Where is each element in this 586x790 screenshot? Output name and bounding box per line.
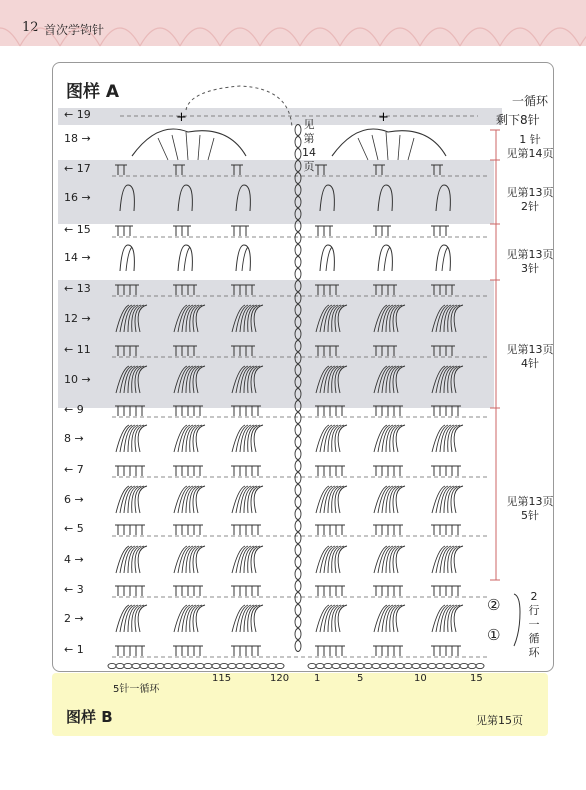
center-chain xyxy=(295,449,301,460)
shell-stitch xyxy=(338,366,347,393)
note-remaining-stitches: 剩下8针 xyxy=(496,113,540,127)
center-chain xyxy=(295,125,301,136)
loop-stitch xyxy=(236,185,250,211)
shell-stitch xyxy=(254,425,263,452)
row-label: 10 → xyxy=(64,373,91,386)
arc-stitch xyxy=(398,135,400,160)
row-label: ← 5 xyxy=(64,522,84,535)
header-scallop xyxy=(500,28,540,46)
row-label: ← 1 xyxy=(64,643,84,656)
center-chain xyxy=(295,209,301,220)
pattern-a-title: 图样 A xyxy=(66,82,120,102)
center-chain xyxy=(295,569,301,580)
foundation-chain xyxy=(436,663,444,668)
shell-stitch xyxy=(338,486,347,513)
row-label: ← 7 xyxy=(64,463,84,476)
foundation-chain xyxy=(180,663,188,668)
loop-stitch xyxy=(120,245,134,271)
foundation-chain xyxy=(364,663,372,668)
row-label: ← 17 xyxy=(64,162,91,175)
center-chain xyxy=(295,593,301,604)
foundation-chain xyxy=(420,663,428,668)
shell-stitch xyxy=(396,366,405,393)
note-row14-15-line2: 3针 xyxy=(521,262,539,275)
row-label: 16 → xyxy=(64,191,91,204)
shell-stitch xyxy=(196,486,205,513)
foundation-chain xyxy=(396,663,404,668)
shell-stitch xyxy=(338,546,347,573)
shell-stitch xyxy=(254,305,263,332)
row-label: 2 → xyxy=(64,612,84,625)
center-chain xyxy=(295,401,301,412)
pattern-b-title: 图样 B xyxy=(66,708,113,726)
shell-stitch xyxy=(396,305,405,332)
center-chain xyxy=(295,425,301,436)
center-chain xyxy=(295,497,301,508)
shell-stitch xyxy=(396,425,405,452)
note-row18-line1: 1 针 xyxy=(519,133,541,146)
shell-stitch xyxy=(454,305,463,332)
center-chain xyxy=(295,329,301,340)
foundation-chain xyxy=(252,663,260,668)
shell-stitch xyxy=(254,366,263,393)
loop-stitch xyxy=(326,247,332,271)
center-chain xyxy=(295,221,301,232)
header-scallop xyxy=(340,28,380,46)
row-label: 18 → xyxy=(64,132,91,145)
header-scallop xyxy=(0,28,20,46)
shell-stitch xyxy=(254,605,263,632)
center-chain xyxy=(295,437,301,448)
note-row16-17-line2: 2针 xyxy=(521,200,539,213)
center-chain xyxy=(295,413,301,424)
header-scallop xyxy=(260,28,300,46)
shell-stitch xyxy=(338,305,347,332)
center-chain xyxy=(295,557,301,568)
foundation-chain xyxy=(468,663,476,668)
row-label: 8 → xyxy=(64,432,84,445)
note-row10-13-line1: 见第13页 xyxy=(506,343,554,356)
note-row10-13 xyxy=(500,343,560,371)
row-label: ← 19 xyxy=(64,108,91,121)
center-chain xyxy=(295,605,301,616)
arc-stitch xyxy=(386,132,388,160)
loop-stitch xyxy=(184,247,190,271)
foundation-chain xyxy=(268,663,276,668)
loop-stitch xyxy=(320,245,334,271)
foundation-chain xyxy=(460,663,468,668)
shell-stitch xyxy=(138,546,147,573)
shell-stitch xyxy=(196,546,205,573)
foundation-chain xyxy=(236,663,244,668)
stitch-repeat-label: 5针一循环 xyxy=(113,684,160,695)
see14-char-1: 见 xyxy=(303,118,315,131)
note-see-page14-vertical xyxy=(302,118,316,174)
stitch-mark: + xyxy=(378,110,389,125)
loop-stitch xyxy=(436,185,450,211)
shell-stitch xyxy=(338,425,347,452)
arc-stitch xyxy=(408,138,414,160)
foundation-chain xyxy=(276,663,284,668)
foundation-chain xyxy=(372,663,380,668)
center-chain xyxy=(295,245,301,256)
shell-stitch xyxy=(138,486,147,513)
loop-stitch xyxy=(320,185,334,211)
see14-char-3: 14 xyxy=(302,146,316,159)
foundation-chain xyxy=(220,663,228,668)
header-scallop xyxy=(580,28,586,46)
note-row16-17-line1: 见第13页 xyxy=(506,186,554,199)
loop-stitch xyxy=(442,247,448,271)
header-scallop xyxy=(20,28,60,46)
shell-stitch xyxy=(196,305,205,332)
center-chain xyxy=(295,581,301,592)
foundation-chain xyxy=(140,663,148,668)
center-chain xyxy=(295,305,301,316)
center-chain xyxy=(295,629,301,640)
note-row10-13-line2: 4针 xyxy=(521,357,539,370)
note-row4-9 xyxy=(500,495,560,523)
foundation-chain xyxy=(428,663,436,668)
note-row14-15-line1: 见第13页 xyxy=(506,248,554,261)
center-chain xyxy=(295,197,301,208)
header-scallop xyxy=(300,28,340,46)
foundation-chain xyxy=(404,663,412,668)
note-row4-9-line2: 5针 xyxy=(521,509,539,522)
foundation-chain xyxy=(348,663,356,668)
header-scallop xyxy=(460,28,500,46)
row-label: ← 13 xyxy=(64,282,91,295)
foundation-chain xyxy=(172,663,180,668)
foundation-chain xyxy=(356,663,364,668)
loop-stitch xyxy=(436,245,450,271)
center-chain xyxy=(295,521,301,532)
see14-char-2: 第 xyxy=(303,132,315,145)
loop-stitch xyxy=(384,247,390,271)
row-label: ← 9 xyxy=(64,403,84,416)
center-chain xyxy=(295,341,301,352)
foundation-chain xyxy=(476,663,484,668)
foundation-chain xyxy=(212,663,220,668)
foundation-chain xyxy=(412,663,420,668)
header-scallop xyxy=(60,28,100,46)
shell-stitch xyxy=(254,546,263,573)
note-row14-15 xyxy=(500,248,560,276)
two-row-char-5: 环 xyxy=(528,646,540,659)
arc-stitch xyxy=(372,135,378,160)
loop-stitch xyxy=(242,247,248,271)
foundation-chain xyxy=(164,663,172,668)
row1-circle-mark: ① xyxy=(487,626,501,644)
foundation-chain xyxy=(308,663,316,668)
row2-circle-mark: ② xyxy=(487,596,501,614)
tick-5: 5 xyxy=(357,673,364,684)
foundation-chain xyxy=(156,663,164,668)
row-label: ← 15 xyxy=(64,223,91,236)
arc-stitch xyxy=(186,132,188,160)
foundation-chain xyxy=(388,663,396,668)
shell-stitch xyxy=(138,366,147,393)
center-chain xyxy=(295,377,301,388)
center-chain xyxy=(295,149,301,160)
note-repeat-label: 一循环 xyxy=(512,94,549,108)
header-scallop xyxy=(420,28,460,46)
pattern-b-note: 见第15页 xyxy=(476,714,523,727)
center-chain xyxy=(295,269,301,280)
shell-stitch xyxy=(454,486,463,513)
foundation-chain xyxy=(332,663,340,668)
stitch-mark: + xyxy=(176,110,187,125)
center-chain xyxy=(295,233,301,244)
two-row-char-1: 2 xyxy=(530,590,538,603)
center-chain xyxy=(295,257,301,268)
note-row18 xyxy=(500,133,560,161)
tick-15: 15 xyxy=(470,673,483,684)
foundation-chain xyxy=(196,663,204,668)
repeat-brace xyxy=(514,594,520,646)
foundation-chain xyxy=(188,663,196,668)
shell-stitch xyxy=(454,546,463,573)
arc-stitch xyxy=(158,138,168,160)
foundation-chain xyxy=(444,663,452,668)
center-chain xyxy=(295,389,301,400)
shell-stitch xyxy=(196,366,205,393)
center-chain xyxy=(295,173,301,184)
header-scallop xyxy=(380,28,420,46)
foundation-chain xyxy=(204,663,212,668)
center-chain xyxy=(295,533,301,544)
center-chain xyxy=(295,545,301,556)
shell-stitch xyxy=(254,486,263,513)
center-chain xyxy=(295,473,301,484)
row-label: ← 11 xyxy=(64,343,91,356)
center-chain xyxy=(295,281,301,292)
arc-stitch xyxy=(358,138,368,160)
foundation-chain xyxy=(324,663,332,668)
arc-stitch xyxy=(198,135,200,160)
foundation-chain xyxy=(116,663,124,668)
arc-stitch xyxy=(208,138,214,160)
loop-stitch xyxy=(126,247,132,271)
loop-stitch xyxy=(378,185,392,211)
center-chain xyxy=(295,185,301,196)
book-title: 首次学钩针 xyxy=(44,23,105,37)
tick-10: 10 xyxy=(414,673,427,684)
shell-stitch xyxy=(138,605,147,632)
foundation-chain xyxy=(108,663,116,668)
loop-stitch xyxy=(178,185,192,211)
see14-char-4: 页 xyxy=(303,160,315,173)
foundation-chain xyxy=(260,663,268,668)
shell-stitch xyxy=(196,425,205,452)
arc-stitch xyxy=(132,129,246,156)
header-scallop xyxy=(140,28,180,46)
shell-stitch xyxy=(196,605,205,632)
shell-stitch xyxy=(338,605,347,632)
row-label: 6 → xyxy=(64,493,84,506)
tick-115: 115 xyxy=(212,673,232,684)
loop-stitch xyxy=(178,245,192,271)
foundation-chain xyxy=(316,663,324,668)
shell-stitch xyxy=(396,546,405,573)
center-chain xyxy=(295,509,301,520)
shell-stitch xyxy=(454,425,463,452)
foundation-chain xyxy=(244,663,252,668)
foundation-chain xyxy=(132,663,140,668)
center-chain xyxy=(295,161,301,172)
center-chain xyxy=(295,317,301,328)
center-chain xyxy=(295,365,301,376)
foundation-chain xyxy=(148,663,156,668)
center-chain xyxy=(295,293,301,304)
two-row-char-3: 一 xyxy=(528,618,540,631)
header-scallop xyxy=(540,28,580,46)
row-label: 12 → xyxy=(64,312,91,325)
two-row-char-2: 行 xyxy=(528,604,540,617)
direction-arrow xyxy=(186,86,292,128)
center-chain xyxy=(295,353,301,364)
shell-stitch xyxy=(454,605,463,632)
center-chain xyxy=(295,137,301,148)
tick-120: 120 xyxy=(270,673,290,684)
note-row18-line2: 见第14页 xyxy=(506,147,554,160)
note-row4-9-line1: 见第13页 xyxy=(506,495,554,508)
note-row16-17 xyxy=(500,186,560,214)
center-chain xyxy=(295,461,301,472)
shell-stitch xyxy=(396,605,405,632)
header-scallop xyxy=(100,28,140,46)
foundation-chain xyxy=(124,663,132,668)
shell-stitch xyxy=(138,305,147,332)
shell-stitch xyxy=(454,366,463,393)
center-chain xyxy=(295,617,301,628)
loop-stitch xyxy=(120,185,134,211)
page-number: 12 xyxy=(22,20,39,35)
loop-stitch xyxy=(378,245,392,271)
foundation-chain xyxy=(452,663,460,668)
arc-stitch xyxy=(332,129,446,156)
two-row-char-4: 循 xyxy=(528,632,540,645)
header-scallop xyxy=(220,28,260,46)
center-chain xyxy=(295,641,301,652)
foundation-chain xyxy=(228,663,236,668)
arc-stitch xyxy=(172,135,178,160)
foundation-chain xyxy=(380,663,388,668)
tick-1: 1 xyxy=(314,673,321,684)
row-label: 4 → xyxy=(64,553,84,566)
loop-stitch xyxy=(236,245,250,271)
note-two-row-repeat xyxy=(526,590,542,660)
row-label: ← 3 xyxy=(64,583,84,596)
shell-stitch xyxy=(396,486,405,513)
shell-stitch xyxy=(138,425,147,452)
header-scallop xyxy=(180,28,220,46)
center-chain xyxy=(295,485,301,496)
foundation-chain xyxy=(340,663,348,668)
row-label: 14 → xyxy=(64,251,91,264)
